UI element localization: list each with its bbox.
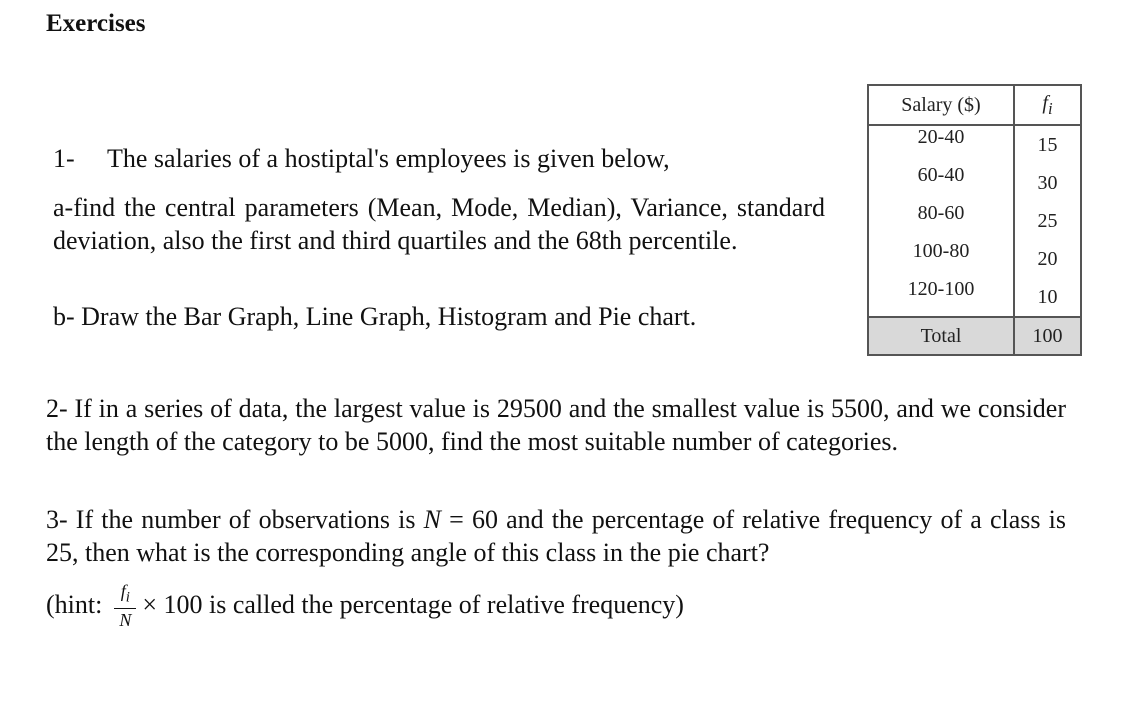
relative-frequency-fraction <box>114 582 136 629</box>
frequency-subscript: i <box>1047 98 1053 118</box>
question-1-part-b: b- Draw the Bar Graph, Line Graph, Histogram and Pie chart. <box>53 302 697 331</box>
salary-column-header: Salary ($) <box>868 85 1014 125</box>
variable-n: N <box>423 505 441 534</box>
frequency-cell: 15 <box>1014 125 1081 164</box>
question-1-number: 1- <box>53 144 75 173</box>
frequency-cell: 10 <box>1014 278 1081 317</box>
question-1-part-a: a-find the central parameters (Mean, Mode, Median), Variance, standard deviation, also the first and third quartiles and the 68th percentile. <box>53 193 825 255</box>
hint-rest: × 100 is called the percentage of relative frequency) <box>142 590 684 620</box>
fraction-denominator: N <box>119 609 132 630</box>
salary-cell: 120-100 <box>868 278 1014 317</box>
salary-cell: 60-40 <box>868 164 1014 202</box>
fraction-bar <box>114 608 136 609</box>
table-row <box>868 240 1081 278</box>
salary-frequency-table <box>867 84 1082 356</box>
table-header-row <box>868 85 1081 125</box>
hint-text <box>46 582 684 629</box>
frequency-cell: 20 <box>1014 240 1081 278</box>
salary-cell: 20-40 <box>868 125 1014 164</box>
table-row <box>868 125 1081 164</box>
frequency-cell: 30 <box>1014 164 1081 202</box>
question-1-intro <box>53 144 670 174</box>
hint-open: (hint: <box>46 590 103 620</box>
table-row <box>868 202 1081 240</box>
table-row <box>868 164 1081 202</box>
question-3: 3- If the number of observations is N = 60 and the percentage of relative frequency of a class is 25, then what is the corresponding angle of this class in the pie chart? <box>46 505 1066 567</box>
table-row <box>868 278 1081 317</box>
fraction-numerator: $f_i$ <box>120 581 130 606</box>
total-label-cell: Total <box>868 317 1014 355</box>
salary-cell: 80-60 <box>868 202 1014 240</box>
page-title: Exercises <box>46 10 146 37</box>
question-2: 2- If in a series of data, the largest value is 29500 and the smallest value is 5500, and we consider the length of the category to be 5000, find the most suitable number of categories. <box>46 394 1066 456</box>
salary-cell: 100-80 <box>868 240 1014 278</box>
table-total-row <box>868 317 1081 355</box>
frequency-cell: 25 <box>1014 202 1081 240</box>
total-value-cell: 100 <box>1014 317 1081 355</box>
question-1-intro-text: The salaries of a hostiptal's employees is given below, <box>107 144 670 173</box>
frequency-column-header: $f_i$ <box>1014 85 1081 125</box>
